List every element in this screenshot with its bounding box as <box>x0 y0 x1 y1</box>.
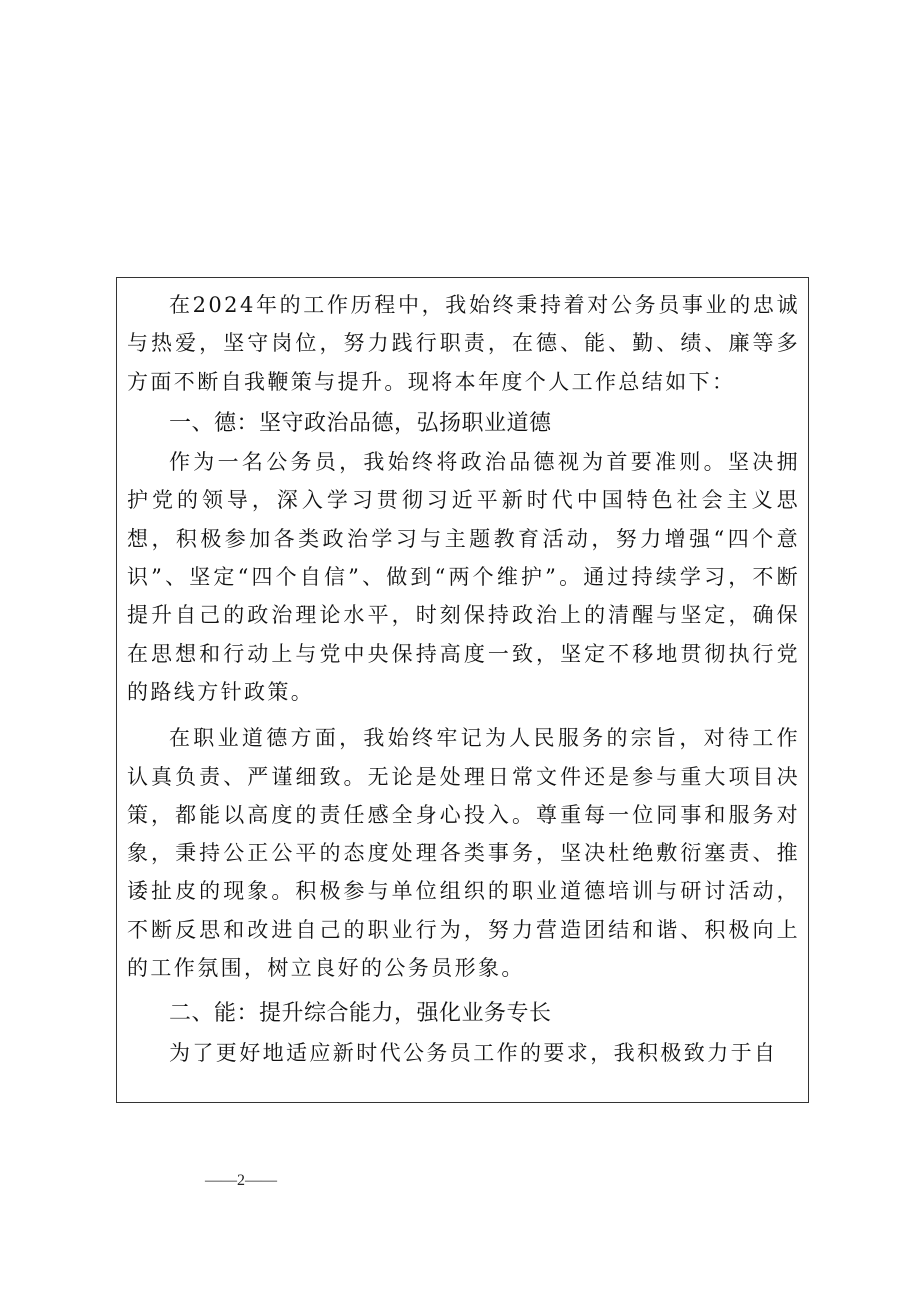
neng-paragraph-1: 为了更好地适应新时代公务员工作的要求，我积极致力于自 <box>169 1040 778 1065</box>
document-frame <box>116 277 809 1103</box>
intro-paragraph: 在2024年的工作历程中，我始终秉持着对公务员事业的忠诚与热爱，坚守岗位，努力践行职责，在德、能、勤、绩、廉等多方面不断自我鞭策与提升。现将本年度个人工作总结如下： <box>127 293 800 394</box>
de-paragraph-2: 在职业道德方面，我始终牢记为人民服务的宗旨，对待工作认真负责、严谨细致。无论是处理日常文件还是参与重大项目决策，都能以高度的责任感全身心投入。尊重每一位同事和服务对象，秉持公正公平的态度处理各类事务，坚决杜绝敷衍塞责、推诿扯皮的现象。积极参与单位组织的职业道德培训与研讨活动，不断反思和改进自己的职业行为，努力营造团结和谐、积极向上的工作氛围，树立良好的公务员形象。 <box>127 726 800 981</box>
section-heading-neng: 二、能：提升综合能力，强化业务专长 <box>169 1001 552 1027</box>
de-paragraph-1: 作为一名公务员，我始终将政治品德视为首要准则。坚决拥护党的领导，深入学习贯彻习近平新时代中国特色社会主义思想，积极参加各类政治学习与主题教育活动，努力增强“四个意识”、坚定“四个自信”、做到“两个维护”。通过持续学习，不断提升自己的政治理论水平，时刻保持政治上的清醒与坚定，确保在思想和行动上与党中央保持高度一致，坚定不移地贯彻执行党的路线方针政策。 <box>127 450 800 704</box>
document-body <box>127 286 800 1072</box>
section-heading-de: 一、德：坚守政治品德，弘扬职业道德 <box>169 410 552 436</box>
page-number: ——2—— <box>205 1172 277 1189</box>
